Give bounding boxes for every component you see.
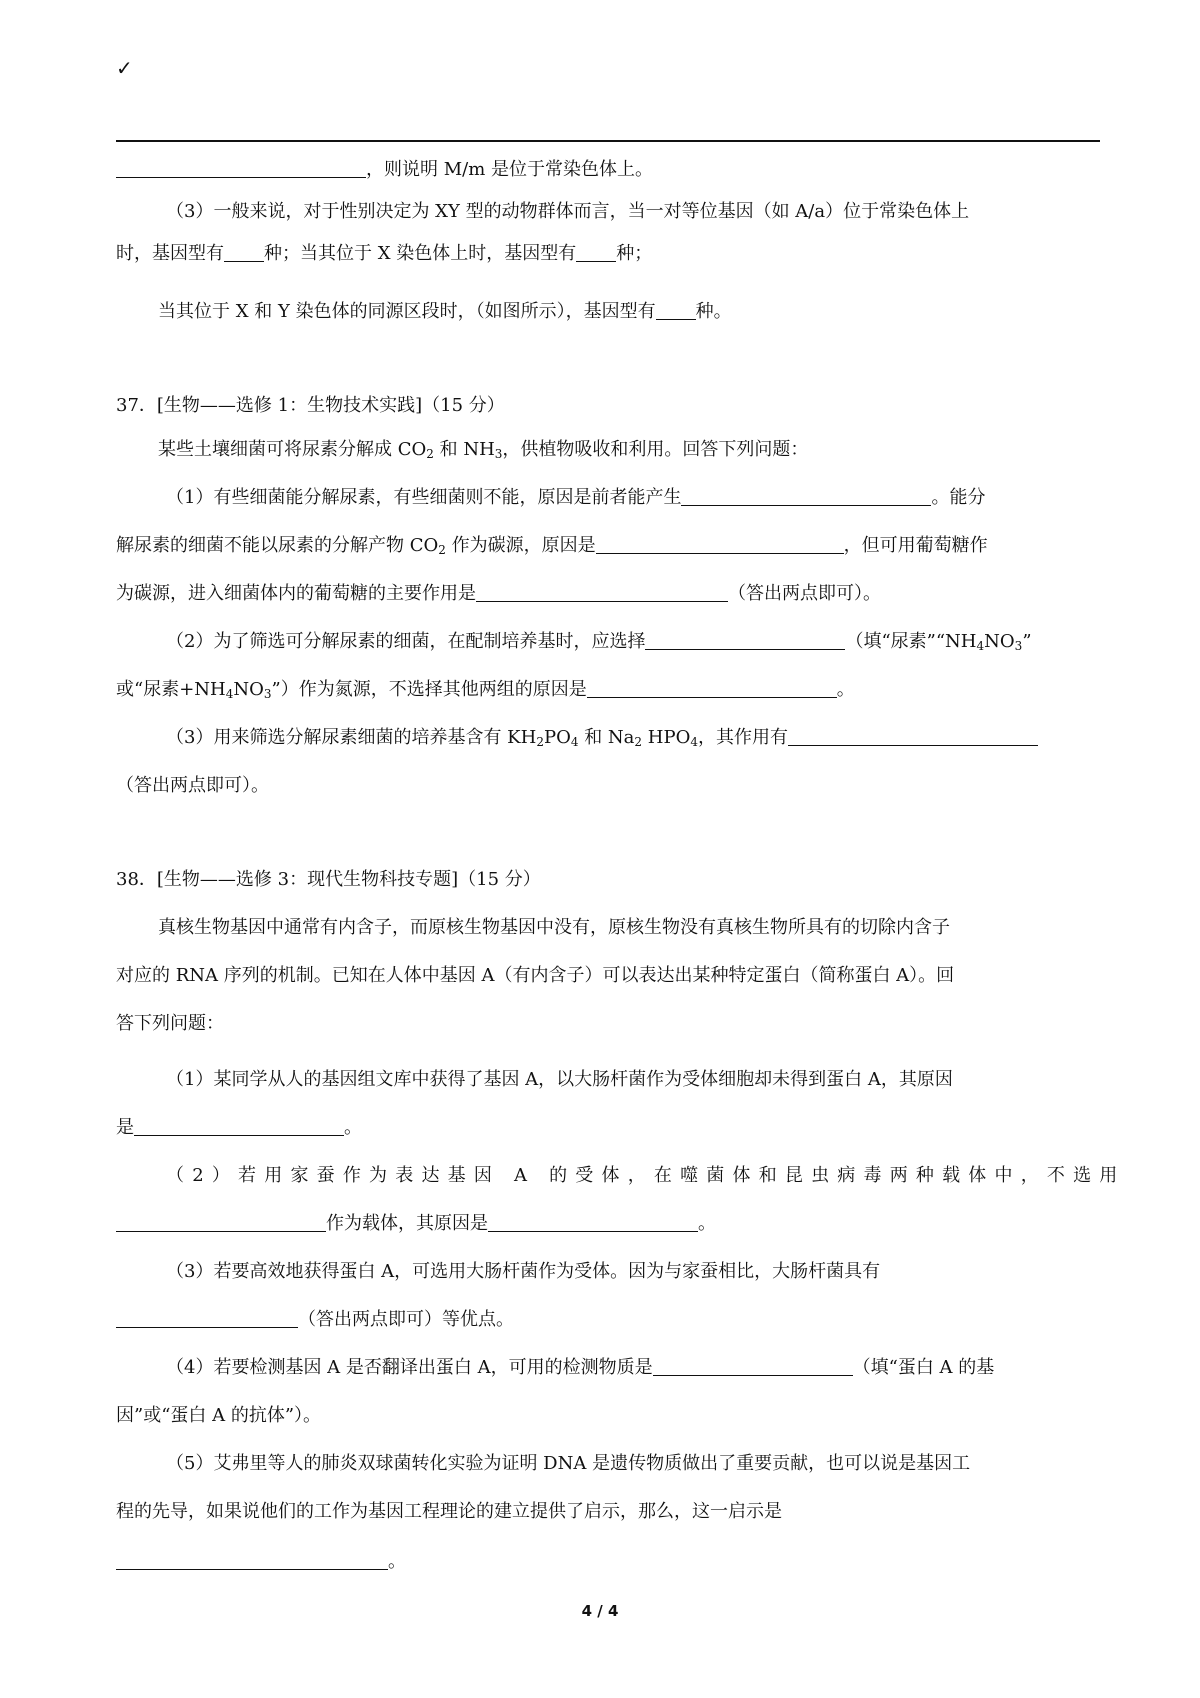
header-rule	[116, 140, 1100, 142]
q38-part5-line1: （5）艾弗里等人的肺炎双球菌转化实验为证明 DNA 是遗传物质做出了重要贡献，也可以说是基因工	[166, 1453, 971, 1474]
q37-part2-line2: 或“尿素$+NH_4NO_3$”）作为氮源，不选择其他两组的原因是 。	[116, 679, 855, 701]
q38-part3-line1: （3）若要高效地获得蛋白 A，可选用大肠杆菌作为受体。因为与家蚕相比，大肠杆菌具有	[166, 1261, 881, 1282]
answer-blank[interactable]	[116, 1549, 388, 1570]
check-mark-icon: ✓	[116, 56, 133, 80]
q37-part3-line2: （答出两点即可）。	[116, 775, 269, 796]
answer-blank[interactable]	[576, 241, 616, 262]
q38-part1-line1: （1）某同学从人的基因组文库中获得了基因 A，以大肠杆菌作为受体细胞却未得到蛋白 A，其原因	[166, 1069, 953, 1090]
q38-intro-line3: 答下列问题：	[116, 1013, 224, 1034]
answer-blank[interactable]	[587, 677, 837, 698]
q37-part1-line1: （1）有些细菌能分解尿素，有些细菌则不能，原因是前者能产生 。能分	[166, 487, 986, 508]
q38-part5-line2: 程的先导，如果说他们的工作为基因工程理论的建立提供了启示，那么，这一启示是	[116, 1501, 782, 1522]
answer-blank[interactable]	[645, 629, 845, 650]
q37-part1-line3: 为碳源，进入细菌体内的葡萄糖的主要作用是 （答出两点即可）。	[116, 583, 881, 604]
q38-title: 38．[生物——选修 3：现代生物科技专题]（15 分）	[116, 869, 541, 890]
q37-part1-line2: 解尿素的细菌不能以尿素的分解产物 $CO_2$ 作为碳源，原因是 ，但可用葡萄糖作	[116, 535, 988, 557]
q36-tail-line: ，则说明 M/m 是位于常染色体上。	[0, 156, 1200, 184]
q36-part3-line2: 时，基因型有 种；当其位于 X 染色体上时，基因型有 种；	[116, 243, 653, 264]
q37-intro: 某些土壤细菌可将尿素分解成 $CO_2$ 和 $NH_3$，供植物吸收和利用。回答下列问题：	[158, 439, 809, 461]
q38-part2-line1: （2）若用家蚕作为表达基因 A 的受体，在噬菌体和昆虫病毒两种载体中，不选用	[166, 1165, 1126, 1186]
answer-blank[interactable]	[488, 1211, 698, 1232]
q38-part1-line2: 是 。	[116, 1117, 362, 1138]
q37-part2-line1: （2）为了筛选可分解尿素的细菌，在配制培养基时，应选择 （填“尿素$”“NH_4NO_3$”	[166, 631, 1032, 653]
answer-blank[interactable]	[596, 533, 844, 554]
q38-part5-line3: 。	[0, 1548, 1200, 1576]
answer-blank[interactable]	[116, 1307, 298, 1328]
q36-part3-line3: 当其位于 X 和 Y 染色体的同源区段时，（如图所示），基因型有 种。	[158, 301, 732, 322]
answer-blank[interactable]	[116, 1211, 326, 1232]
answer-blank[interactable]	[788, 725, 1038, 746]
answer-blank[interactable]	[656, 299, 696, 320]
q37-title: 37．[生物——选修 1：生物技术实践]（15 分）	[116, 395, 505, 416]
q38-intro-line2: 对应的 RNA 序列的机制。已知在人体中基因 A（有内含子）可以表达出某种特定蛋白（简称蛋白 A）。回	[116, 965, 955, 986]
q36-part3-line1: （3）一般来说，对于性别决定为 XY 型的动物群体而言，当一对等位基因（如 A/a）位于常染色体上	[166, 201, 970, 222]
q38-part4-line2: 因”或“蛋白 A 的抗体”）。	[116, 1405, 322, 1426]
answer-blank[interactable]	[476, 581, 728, 602]
q38-part3-line2: （答出两点即可）等优点。	[0, 1306, 1200, 1334]
page-number: 4 / 4	[581, 1602, 619, 1620]
answer-blank[interactable]	[116, 157, 366, 178]
q38-intro-line1: 真核生物基因中通常有内含子，而原核生物基因中没有，原核生物没有真核生物所具有的切除内含子	[158, 917, 950, 938]
answer-blank[interactable]	[681, 485, 931, 506]
q38-part4-line1: （4）若要检测基因 A 是否翻译出蛋白 A，可用的检测物质是 （填“蛋白 A 的基	[166, 1357, 995, 1378]
answer-blank[interactable]	[224, 241, 264, 262]
answer-blank[interactable]	[134, 1115, 344, 1136]
q38-part2-line2: 作为载体，其原因是 。	[0, 1210, 1200, 1238]
answer-blank[interactable]	[653, 1355, 853, 1376]
q37-part3-line1: （3）用来筛选分解尿素细菌的培养基含有 $KH_2PO_4$ 和 $Na_2$ $HPO_4$，其作用有	[0, 724, 1200, 752]
